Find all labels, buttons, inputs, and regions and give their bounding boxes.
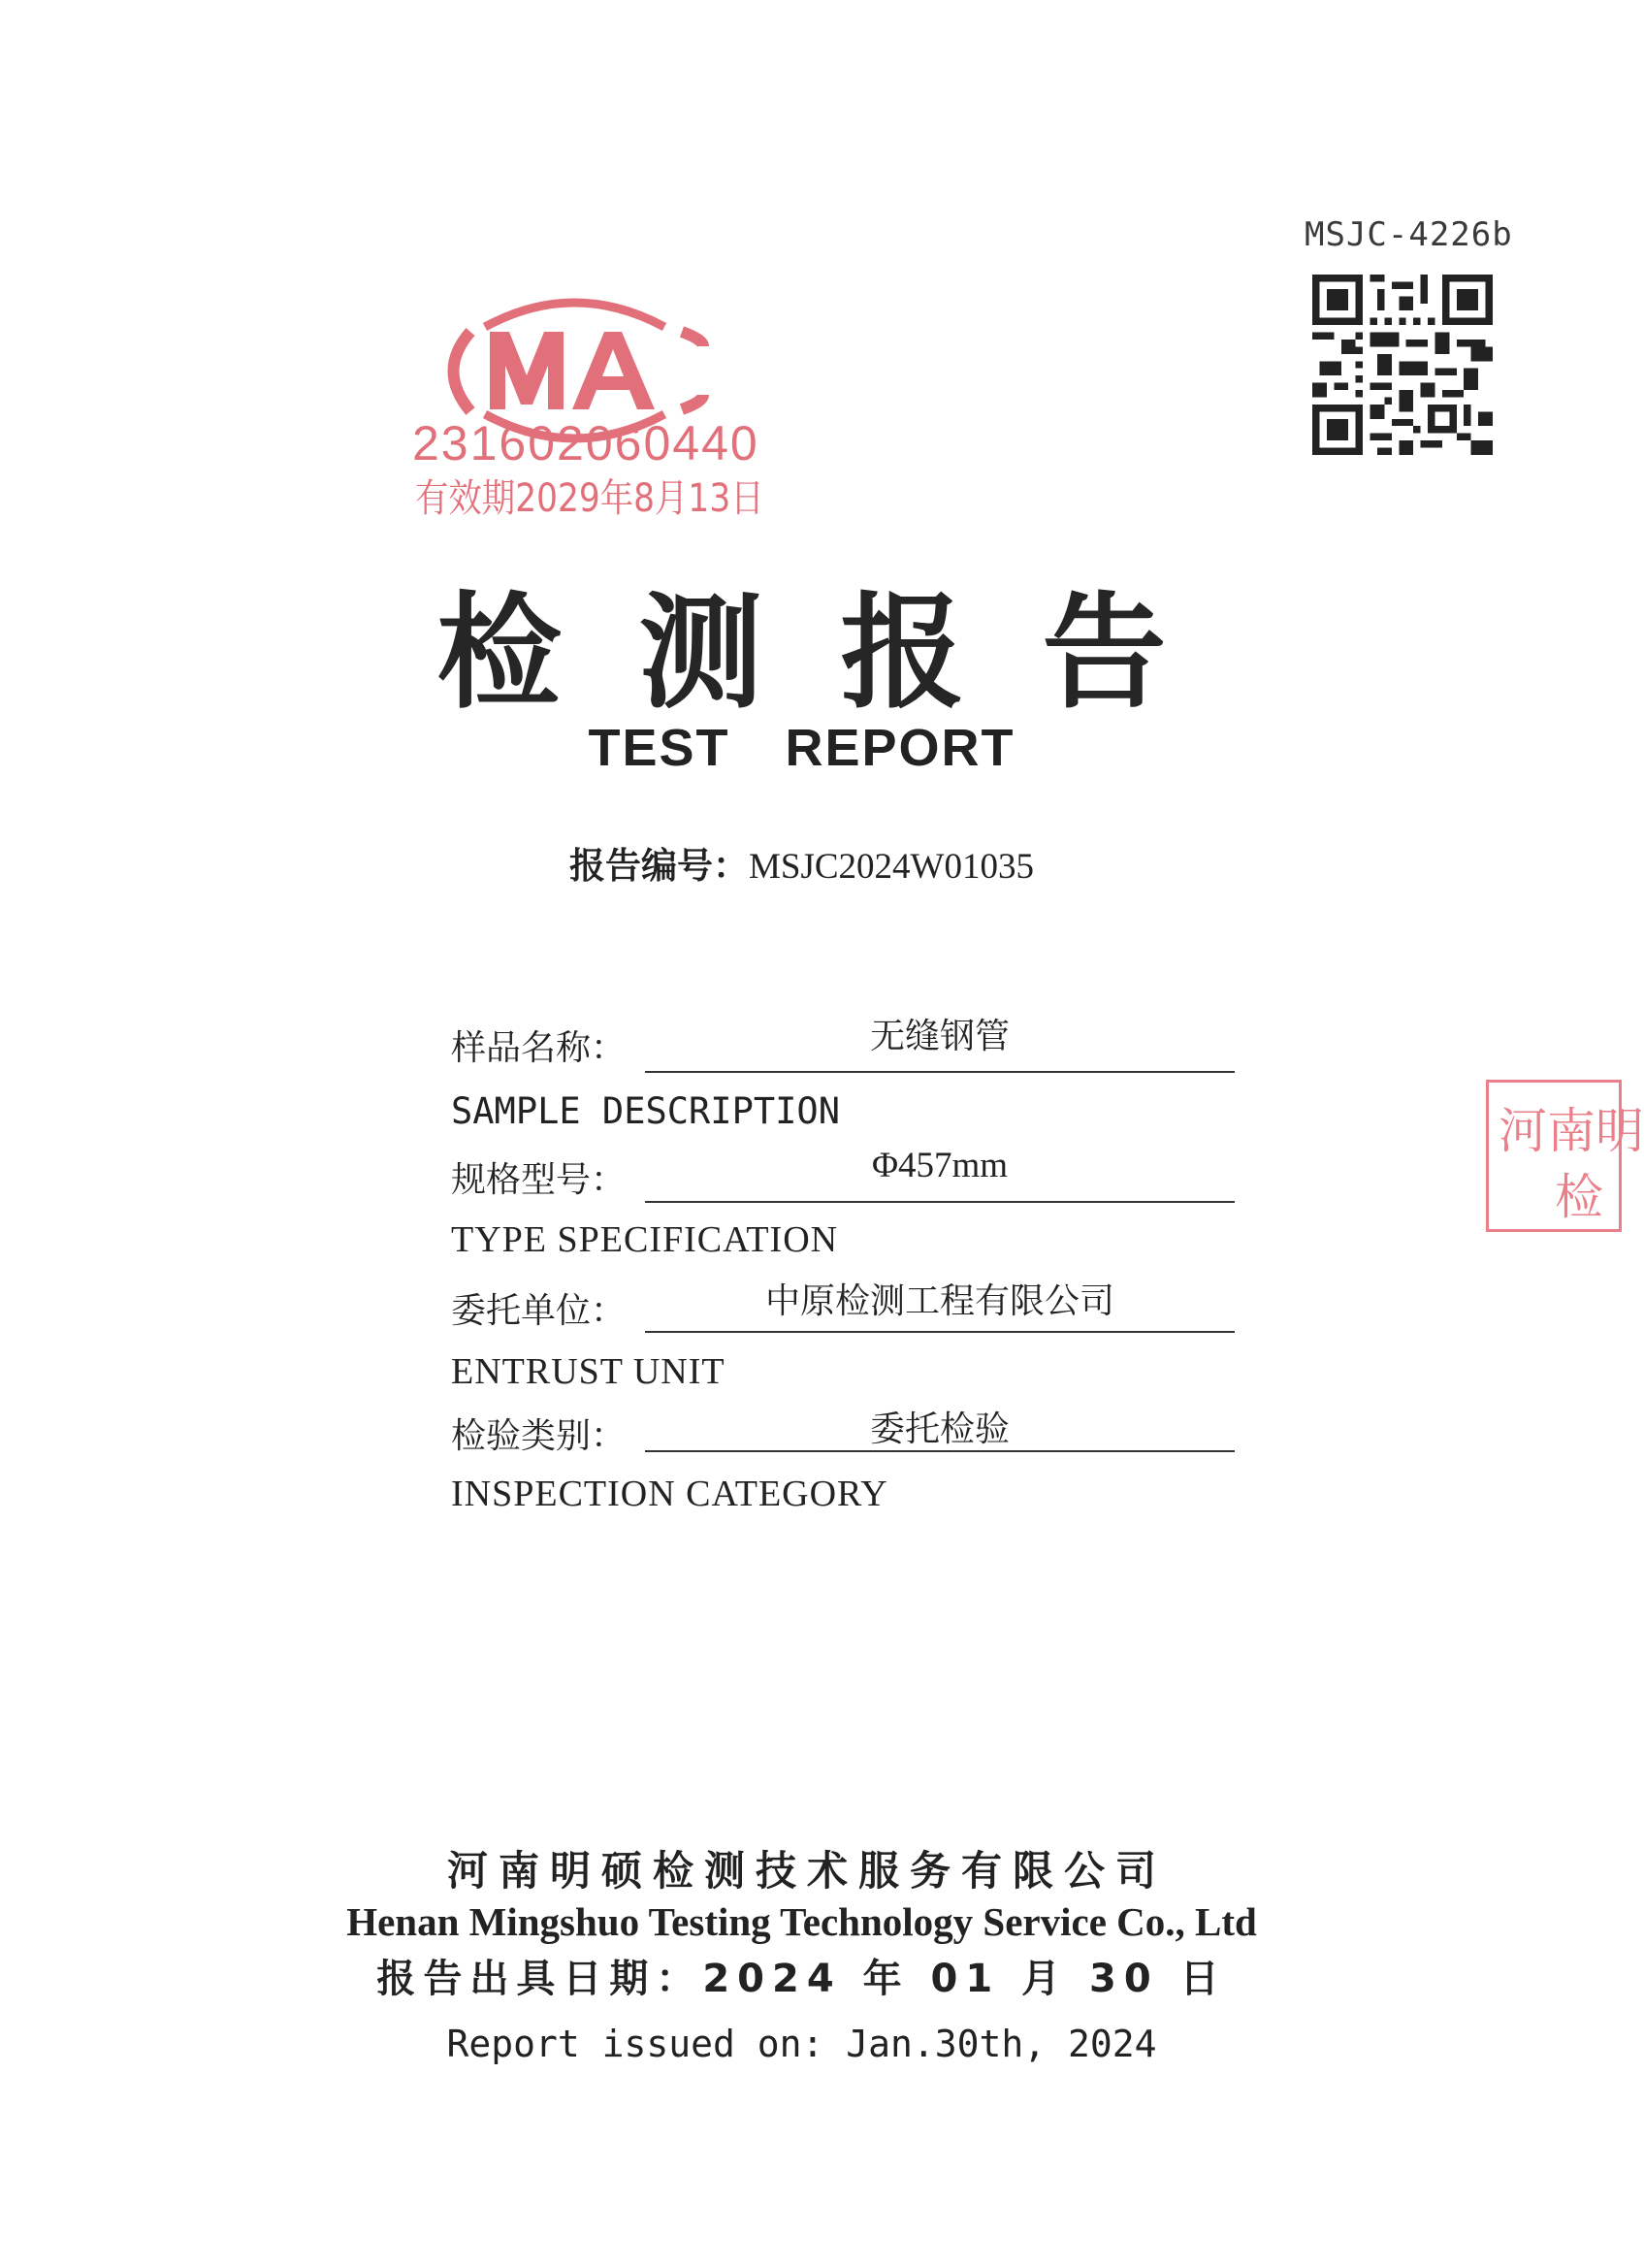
type-spec-label: 规格型号： — [451, 1160, 627, 1200]
qr-code — [1312, 275, 1493, 455]
document-code: MSJC-4226b — [1305, 215, 1513, 254]
title-chinese: 检测报告 — [436, 580, 1244, 726]
type-specification-label: TYPE SPECIFICATION — [451, 1219, 839, 1260]
seal-text: 河南明 — [1499, 1103, 1644, 1159]
company-seal-stamp — [1486, 1080, 1644, 1232]
inspection-category-value: 委托检验 — [869, 1409, 1010, 1449]
issue-date-chinese: 报告出具日期：2024 年 01 月 30 日 — [376, 1957, 1227, 2001]
sample-name-value: 无缝钢管 — [869, 1017, 1010, 1056]
ma-stamp-number: 231602060440 — [412, 416, 759, 470]
title-english: TEST REPORT — [588, 719, 1015, 777]
underline — [645, 1201, 1235, 1203]
report-number-value: MSJC2024W01035 — [749, 847, 1034, 887]
entrust-unit-en-label: ENTRUST UNIT — [451, 1351, 725, 1392]
underline — [645, 1450, 1235, 1452]
sample-description-label: SAMPLE DESCRIPTION — [451, 1090, 840, 1132]
entrust-unit-label: 委托单位： — [451, 1291, 627, 1331]
report-number — [0, 836, 1603, 889]
underline — [645, 1071, 1235, 1073]
report-number-label: 报告编号： — [569, 845, 749, 887]
company-name-chinese: 河南明硕检测技术服务有限公司 — [446, 1847, 1167, 1895]
seal-text: 检 — [1555, 1169, 1603, 1225]
type-spec-value: Φ457mm — [871, 1146, 1009, 1185]
inspection-category-label: 检验类别： — [451, 1416, 627, 1456]
underline — [645, 1331, 1235, 1333]
issue-date-english: Report issued on: Jan.30th, 2024 — [446, 2023, 1157, 2065]
ma-stamp-validity: 有效期2029年8月13日 — [415, 476, 764, 521]
inspection-category-en-label: INSPECTION CATEGORY — [451, 1474, 888, 1514]
company-name-english: Henan Mingshuo Testing Technology Service Co., Ltd — [346, 1899, 1257, 1944]
entrust-unit-value: 中原检测工程有限公司 — [764, 1281, 1114, 1321]
sample-name-label: 样品名称： — [451, 1028, 627, 1068]
